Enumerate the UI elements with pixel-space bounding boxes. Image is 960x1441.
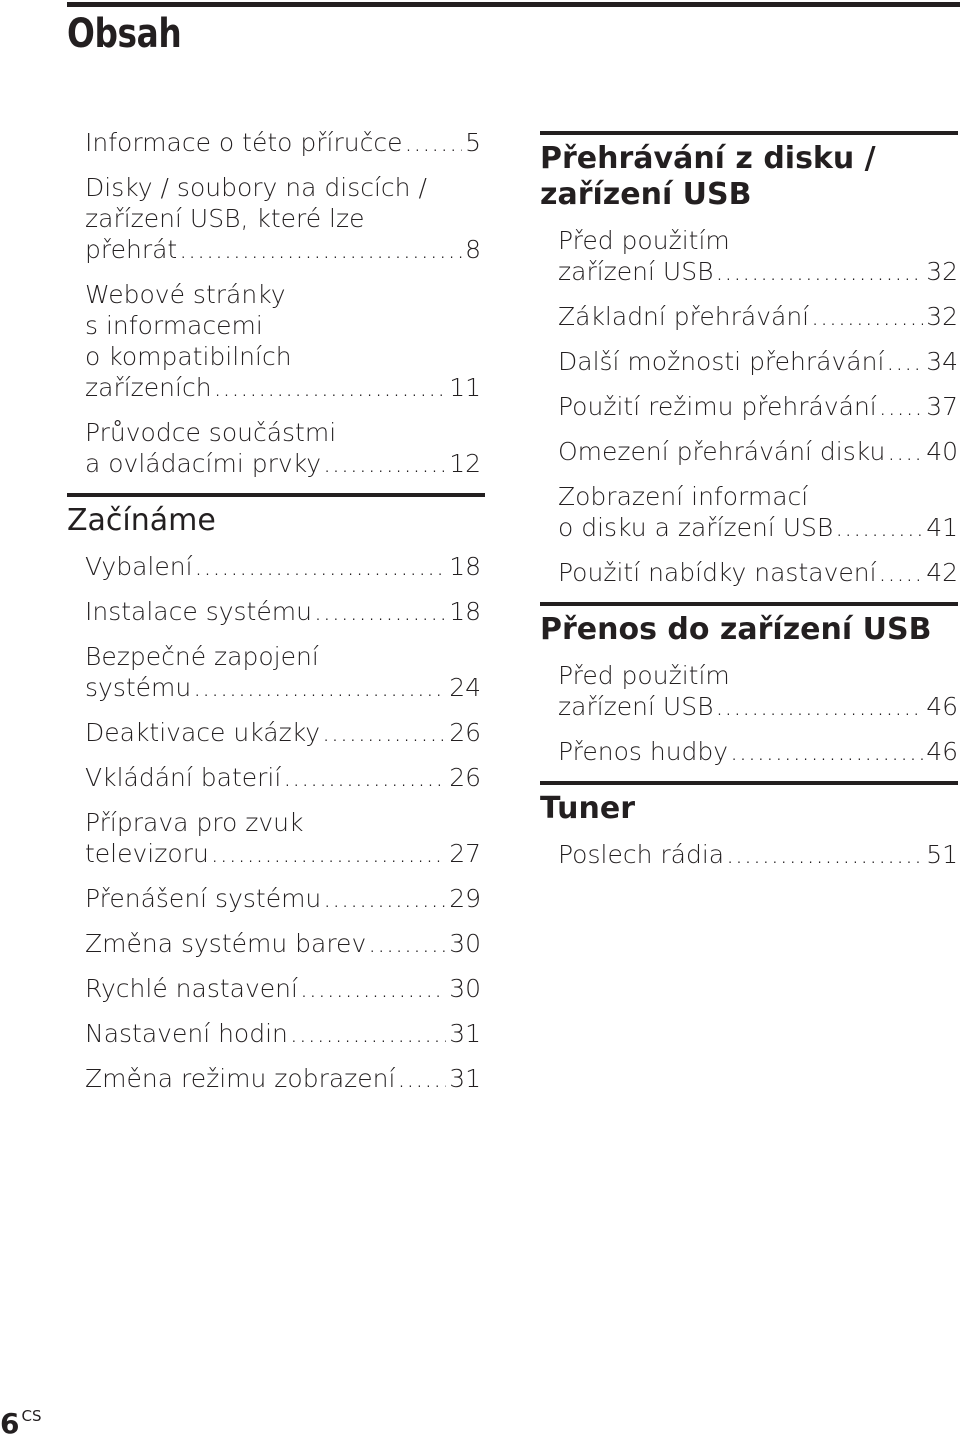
toc-entry-page: 18 xyxy=(449,552,481,581)
toc-entry-last-line xyxy=(85,928,481,959)
toc-entry-title-line: Poslech rádia xyxy=(558,840,725,869)
toc-entry-title-line: o disku a zařízení USB xyxy=(558,513,834,542)
toc-entry-page: 27 xyxy=(449,839,481,868)
toc-entry-last-line xyxy=(85,127,481,158)
section-heading xyxy=(540,612,958,648)
toc-entry-page: 37 xyxy=(926,392,958,421)
toc-entry-page: 12 xyxy=(449,449,481,478)
toc-section-entries xyxy=(540,839,958,870)
dot-leader xyxy=(397,1063,446,1094)
toc-entry-link[interactable] xyxy=(540,225,958,287)
toc-entry-page: 32 xyxy=(926,302,958,331)
toc-entry-last-line xyxy=(558,256,958,287)
toc-entry-link[interactable] xyxy=(85,883,481,914)
top-rule xyxy=(67,2,960,7)
toc-section xyxy=(540,602,958,648)
section-heading-line: Tuner xyxy=(540,791,636,826)
dot-leader xyxy=(404,127,462,158)
toc-entry-last-line xyxy=(85,551,481,582)
toc-entry-title-line: Před použitím xyxy=(558,226,730,255)
dot-leader xyxy=(879,391,923,422)
toc-entry-link[interactable] xyxy=(85,762,481,793)
section-heading xyxy=(540,791,958,827)
toc-entry-page: 5 xyxy=(465,128,481,157)
toc-entry-link[interactable] xyxy=(85,973,481,1004)
toc-entry-title-line: Nastavení hodin xyxy=(85,1019,288,1048)
toc-entry-page: 42 xyxy=(926,558,958,587)
toc-entry-link[interactable] xyxy=(85,928,481,959)
toc-entry-title-line: Před použitím xyxy=(558,661,730,690)
toc-entry-link[interactable] xyxy=(85,1018,481,1049)
dot-leader xyxy=(835,512,923,543)
toc-entry-link[interactable] xyxy=(540,391,958,422)
toc-entry-last-line xyxy=(85,973,481,1004)
toc-entry-title-line: s informacemi xyxy=(85,311,263,340)
toc-entry-link[interactable] xyxy=(540,839,958,870)
section-rule xyxy=(67,493,485,497)
toc-entry-page: 11 xyxy=(449,373,481,402)
toc-entry-page: 31 xyxy=(449,1064,481,1093)
toc-entry-link[interactable] xyxy=(540,346,958,377)
toc-entry-link[interactable] xyxy=(85,807,481,869)
dot-leader xyxy=(283,762,446,793)
toc-section-entries xyxy=(540,660,958,767)
toc-entry-link[interactable] xyxy=(85,717,481,748)
section-rule xyxy=(540,131,958,135)
section-rule xyxy=(540,781,958,785)
toc-entry-title-line: Přenášení systému xyxy=(85,884,322,913)
section-heading-line: Přehrávání z disku / xyxy=(540,141,876,176)
toc-entry-title-line: Zobrazení informací xyxy=(558,482,809,511)
toc-entry-last-line xyxy=(558,691,958,722)
toc-entry-title-line: Webové stránky xyxy=(85,280,286,309)
dot-leader xyxy=(323,883,446,914)
toc-entry-last-line xyxy=(85,672,481,703)
dot-leader xyxy=(887,436,923,467)
toc-entry-link[interactable] xyxy=(85,1063,481,1094)
toc-entry-link[interactable] xyxy=(85,596,481,627)
dot-leader xyxy=(322,717,446,748)
dot-leader xyxy=(314,596,446,627)
toc-entry-page: 32 xyxy=(926,257,958,286)
dot-leader xyxy=(368,928,446,959)
toc-entry-page: 26 xyxy=(449,763,481,792)
toc-entry-page: 18 xyxy=(449,597,481,626)
toc-entry-page: 24 xyxy=(449,673,481,702)
toc-entry-link[interactable] xyxy=(540,481,958,543)
toc-entry-last-line xyxy=(85,372,481,403)
toc-entry-title-line: Vybalení xyxy=(85,552,193,581)
dot-leader xyxy=(179,234,462,265)
toc-entry-page: 26 xyxy=(449,718,481,747)
toc-entry-title-line: Změna režimu zobrazení xyxy=(85,1064,396,1093)
toc-entry-last-line xyxy=(558,839,958,870)
toc-entry-last-line xyxy=(85,717,481,748)
toc-entry-last-line xyxy=(85,448,481,479)
toc-entry-page: 31 xyxy=(449,1019,481,1048)
toc-entry-link[interactable] xyxy=(85,551,481,582)
toc-entry-link[interactable] xyxy=(540,557,958,588)
toc-section-entries xyxy=(85,551,481,1094)
page-lang-code: CS xyxy=(21,1407,42,1425)
toc-entry-title-line: Informace o této příručce xyxy=(85,128,403,157)
toc-entry-link[interactable] xyxy=(85,641,481,703)
dot-leader xyxy=(195,551,447,582)
toc-entry-title-line: zařízení USB, které lze xyxy=(85,204,365,233)
toc-entry-page: 46 xyxy=(926,737,958,766)
toc-entry-title-line: přehrát xyxy=(85,235,178,264)
toc-entry-last-line xyxy=(558,736,958,767)
toc-entry-last-line xyxy=(558,391,958,422)
toc-entry-title-line: a ovládacími prvky xyxy=(85,449,322,478)
toc-section-entries xyxy=(540,225,958,588)
toc-entry-title-line: systému xyxy=(85,673,192,702)
toc-entry-page: 30 xyxy=(449,929,481,958)
toc-entry-page: 46 xyxy=(926,692,958,721)
page-title: Obsah xyxy=(67,11,182,57)
toc-entry-title-line: Základní přehrávání xyxy=(558,302,810,331)
toc-entry-title-line: Příprava pro zvuk xyxy=(85,808,304,837)
toc-entry-last-line xyxy=(85,838,481,869)
section-rule xyxy=(540,602,958,606)
toc-left-column xyxy=(67,127,481,1108)
dot-leader xyxy=(290,1018,446,1049)
toc-entry-last-line xyxy=(558,512,958,543)
toc-entry-link[interactable] xyxy=(540,301,958,332)
toc-entry-last-line xyxy=(85,1018,481,1049)
toc-right-column xyxy=(540,131,958,884)
toc-entry-last-line xyxy=(85,234,481,265)
toc-entry-last-line xyxy=(85,762,481,793)
toc-entry-last-line xyxy=(558,301,958,332)
toc-entry-title-line: Deaktivace ukázky xyxy=(85,718,321,747)
toc-entry-title-line: Omezení přehrávání disku xyxy=(558,437,886,466)
toc-entry-link[interactable] xyxy=(85,279,481,403)
dot-leader xyxy=(715,691,923,722)
toc-entry-link[interactable] xyxy=(540,660,958,722)
toc-entry-title-line: o kompatibilních xyxy=(85,342,292,371)
dot-leader xyxy=(214,372,447,403)
section-heading: Začínáme xyxy=(67,503,216,538)
page-number xyxy=(0,1399,41,1441)
dot-leader xyxy=(886,346,923,377)
toc-entry-title-line: Rychlé nastavení xyxy=(85,974,298,1003)
dot-leader xyxy=(715,256,923,287)
toc-entry-title-line: Další možnosti přehrávání xyxy=(558,347,885,376)
toc-entry-title-line: Změna systému barev xyxy=(85,929,367,958)
toc-section-zaciname xyxy=(67,493,485,539)
toc-entry-page: 34 xyxy=(926,347,958,376)
toc-entry-title-line: Vkládání baterií xyxy=(85,763,282,792)
toc-entry-title-line: televizoru xyxy=(85,839,209,868)
toc-entry-page: 30 xyxy=(449,974,481,1003)
toc-entry-link[interactable] xyxy=(85,127,481,158)
toc-entry-title-line: zařízení USB xyxy=(558,692,714,721)
dot-leader xyxy=(193,672,446,703)
toc-entry-page: 29 xyxy=(449,884,481,913)
page-number-value: 6 xyxy=(0,1407,20,1440)
toc-entry-page: 51 xyxy=(926,840,958,869)
toc-entry-last-line xyxy=(558,557,958,588)
toc-entry-title-line: Bezpečné zapojení xyxy=(85,642,319,671)
toc-entry-title-line: Instalace systému xyxy=(85,597,312,626)
dot-leader xyxy=(323,448,446,479)
dot-leader xyxy=(879,557,924,588)
toc-entry-last-line xyxy=(558,346,958,377)
section-heading xyxy=(540,141,958,213)
toc-entry-last-line xyxy=(85,1063,481,1094)
toc-entry-link[interactable] xyxy=(85,417,481,479)
toc-entry-link[interactable] xyxy=(85,172,481,265)
toc-entry-title-line: Použití nabídky nastavení xyxy=(558,558,877,587)
dot-leader xyxy=(211,838,446,869)
toc-entry-link[interactable] xyxy=(540,436,958,467)
dot-leader xyxy=(730,736,923,767)
toc-entry-page: 8 xyxy=(465,235,481,264)
toc-entry-title-line: Průvodce součástmi xyxy=(85,418,337,447)
toc-entry-page: 41 xyxy=(926,513,958,542)
toc-entry-last-line xyxy=(558,436,958,467)
toc-entry-page: 40 xyxy=(926,437,958,466)
toc-section xyxy=(540,131,958,213)
toc-entry-title-line: zařízeních xyxy=(85,373,212,402)
toc-entry-title-line: zařízení USB xyxy=(558,257,714,286)
toc-section xyxy=(540,781,958,827)
toc-entry-link[interactable] xyxy=(540,736,958,767)
toc-entry-last-line xyxy=(85,883,481,914)
toc-entry-title-line: Použití režimu přehrávání xyxy=(558,392,877,421)
dot-leader xyxy=(300,973,446,1004)
dot-leader xyxy=(726,839,923,870)
toc-entry-title-line: Přenos hudby xyxy=(558,737,729,766)
toc-entry-title-line: Disky / soubory na discích / xyxy=(85,173,427,202)
toc-intro-entries xyxy=(85,127,481,479)
dot-leader xyxy=(811,301,923,332)
section-heading-line: zařízení USB xyxy=(540,177,752,212)
toc-entry-last-line xyxy=(85,596,481,627)
section-heading-line: Přenos do zařízení USB xyxy=(540,612,932,647)
